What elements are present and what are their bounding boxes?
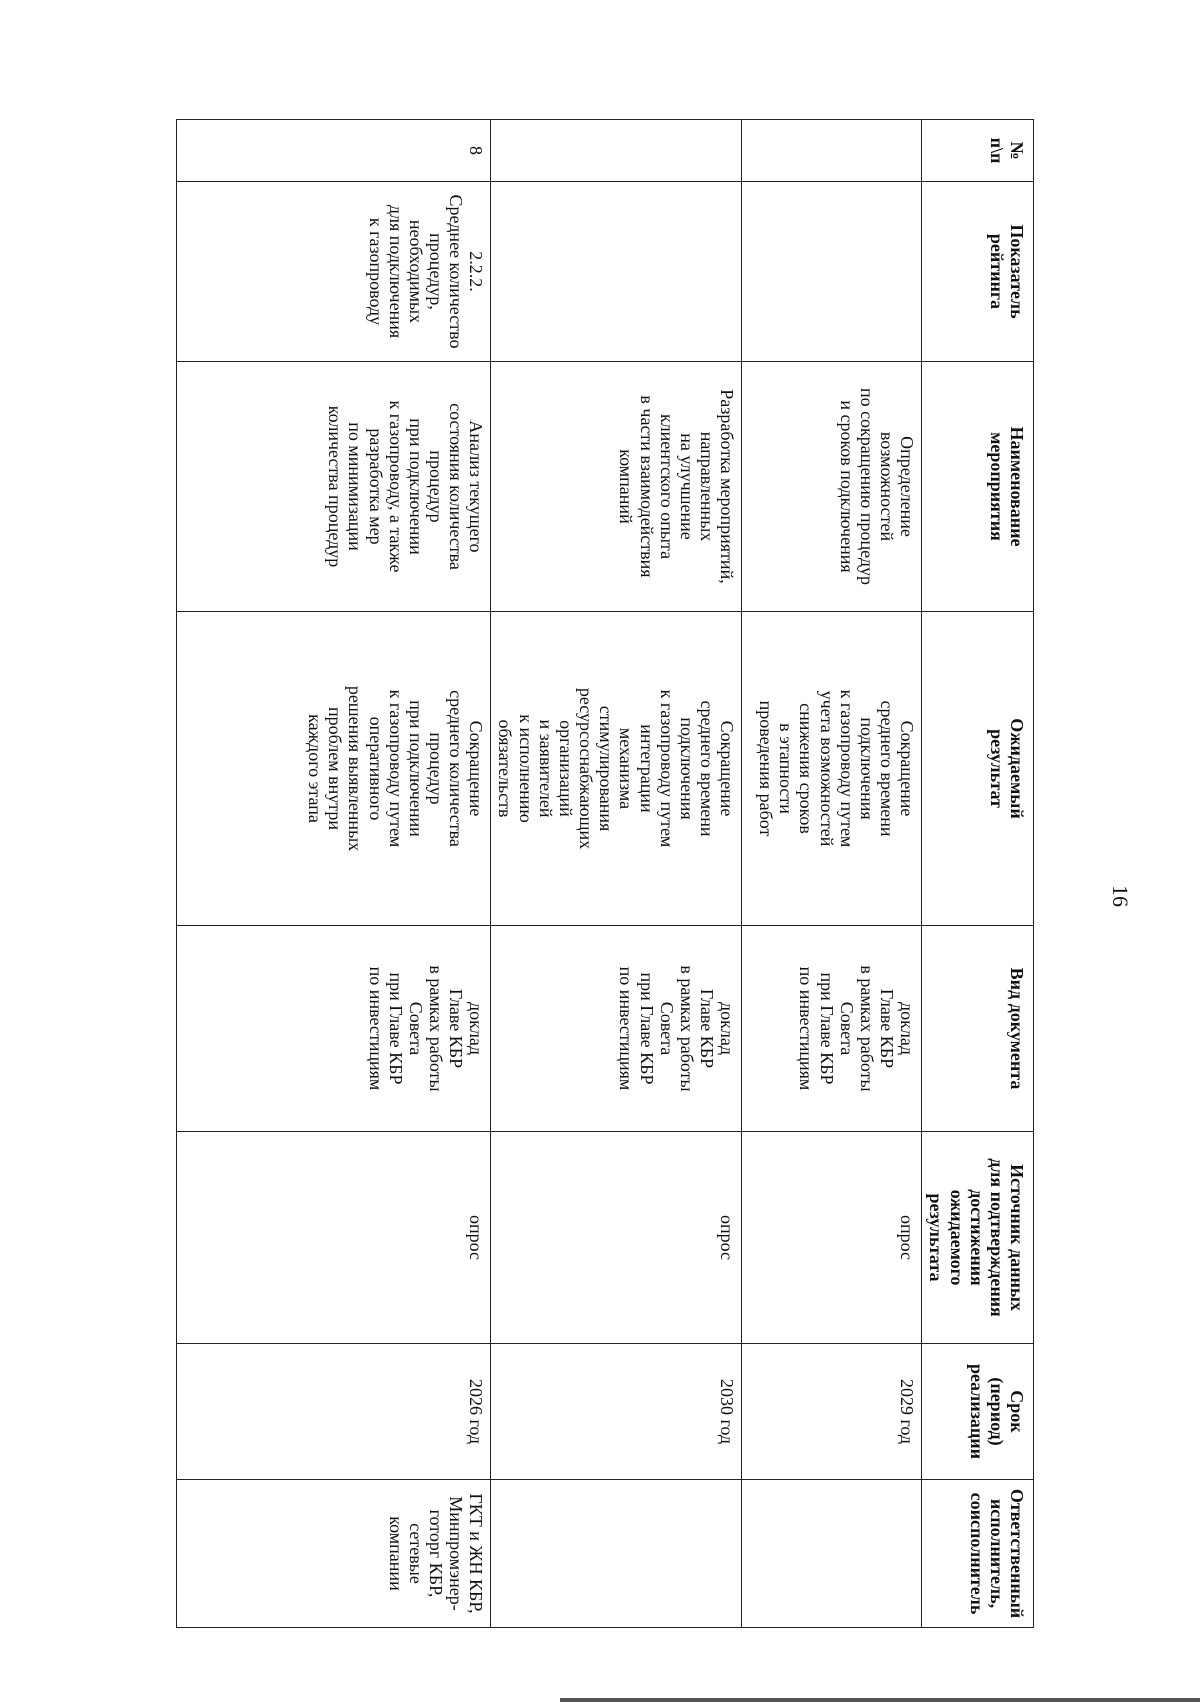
result-cell: Сокращение среднего количества процедур при подключении к газопроводу путем оперативного решения выявленных проблем внутри каждого этапа xyxy=(177,612,491,926)
term-cell: 2030 год xyxy=(491,1344,742,1480)
header-cell: Ожидаемый результат xyxy=(922,612,1034,926)
row-number-cell: 8 xyxy=(177,120,491,182)
header-cell: Наименование мероприятия xyxy=(922,362,1034,612)
table-header-row xyxy=(922,120,1034,1628)
table-row xyxy=(742,120,922,1628)
indicator-cell xyxy=(742,182,922,362)
header-cell: Вид документа xyxy=(922,926,1034,1132)
result-cell: Сокращение среднего времени подключения к газопроводу путем интеграции механизма стимулирования ресурсоснабжающих организаций и заявителей к исполнению обязательств xyxy=(491,612,742,926)
rotated-table-container xyxy=(228,119,1034,1619)
header-cell: Срок (период) реализации xyxy=(922,1344,1034,1480)
responsible-cell: ГКТ и ЖН КБР, Минпромэнер- готорг КБР, сетевые компании xyxy=(177,1480,491,1628)
data-source-cell: опрос xyxy=(742,1132,922,1344)
page-number: 16 xyxy=(1108,885,1133,907)
indicator-cell xyxy=(491,182,742,362)
header-cell: Ответственный исполнитель, соисполнитель xyxy=(922,1480,1034,1628)
measures-table xyxy=(176,119,1034,1628)
responsible-cell xyxy=(742,1480,922,1628)
result-cell: Сокращение среднего времени подключения к газопроводу путем учета возможностей снижения сроков в этапности проведения работ xyxy=(742,612,922,926)
header-cell: № п\п xyxy=(922,120,1034,182)
document-type-cell: доклад Главе КБР в рамках работы Совета при Главе КБР по инвестициям xyxy=(177,926,491,1132)
header-cell: Показатель рейтинга xyxy=(922,182,1034,362)
term-cell: 2026 год xyxy=(177,1344,491,1480)
measure-cell: Разработка мероприятий, направленных на улучшение клиентского опыта в части взаимодействия компаний xyxy=(491,362,742,612)
row-number-cell xyxy=(742,120,922,182)
document-type-cell: доклад Главе КБР в рамках работы Совета при Главе КБР по инвестициям xyxy=(491,926,742,1132)
term-cell: 2029 год xyxy=(742,1344,922,1480)
measure-cell: Анализ текущего состояния количества процедур при подключении к газопроводу, а также разработка мер по минимизации количества процедур xyxy=(177,362,491,612)
header-cell: Источник данных для подтверждения достижения ожидаемого результата xyxy=(922,1132,1034,1344)
measure-cell: Определение возможностей по сокращению процедур и сроков подключения xyxy=(742,362,922,612)
scan-edge-line xyxy=(560,1698,1200,1702)
responsible-cell xyxy=(491,1480,742,1628)
row-number-cell xyxy=(491,120,742,182)
data-source-cell: опрос xyxy=(491,1132,742,1344)
document-type-cell: доклад Главе КБР в рамках работы Совета при Главе КБР по инвестициям xyxy=(742,926,922,1132)
indicator-cell: 2.2.2. Среднее количество процедур, необходимых для подключения к газопроводу xyxy=(177,182,491,362)
table-row xyxy=(491,120,742,1628)
table-row xyxy=(177,120,491,1628)
data-source-cell: опрос xyxy=(177,1132,491,1344)
